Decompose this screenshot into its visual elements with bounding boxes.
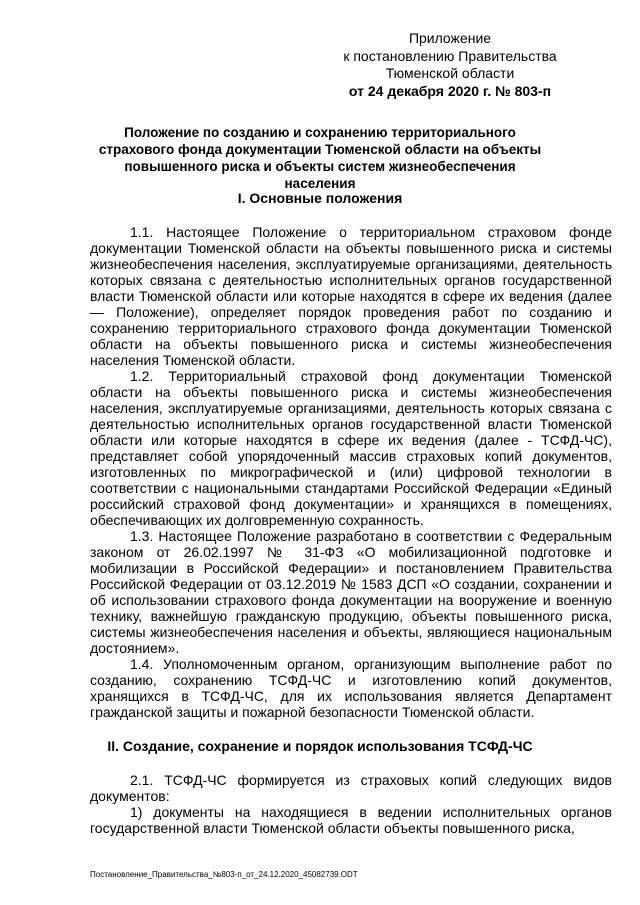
paragraph-2-1: 2.1. ТСФД-ЧС формируется из страховых копий следующих видов документов: xyxy=(90,772,612,804)
section-1-heading: I. Основные положения xyxy=(237,190,403,206)
appendix-region: Тюменской области xyxy=(385,65,515,81)
appendix-resolution: к постановлению Правительства xyxy=(343,47,557,64)
appendix-label: Приложение xyxy=(408,30,492,46)
appendix-block xyxy=(300,30,600,100)
paragraph-1-3: 1.3. Настоящее Положение разработано в соответствии с Федеральным законом от 26.02.1997 № 31-ФЗ «О мобилизационной подготовке и мобилизации в Российской Федерации» и постановлением Правительства Российской Федерации от 03.12.2019 № 1583 ДСП «О создании, сохранении и об использовании страхового фонда документации на вооружение и военную технику, важнейшую гражданскую продукцию, объекты повышенного риска, системы жизнеобеспечения населения и объекты, являющиеся национальным достоянием». xyxy=(90,528,612,656)
paragraph-1-1: 1.1. Настоящее Положение о территориальном страховом фонде документации Тюменской области на объекты повышенного риска и системы жизнеобеспечения населения, эксплуатируемые организациями, деятельность которых связана с деятельностью исполнительных органов государственной власти Тюменской области или которые находятся в сфере их ведения (далее — Положение), определяет порядок проведения работ по созданию и сохранению территориального страхового фонда документации Тюменской области на объекты повышенного риска и системы жизнеобеспечения населения Тюменской области. xyxy=(90,224,612,368)
appendix-date-number: от 24 декабря 2020 г. № 803-п xyxy=(348,82,552,99)
document-title: Положение по созданию и сохранению территориального страхового фонда документации Тюменской области на объекты повышенного риска и объекты систем жизнеобеспечения населения xyxy=(98,125,542,191)
paragraph-1-4: 1.4. Уполномоченным органом, организующим выполнение работ по созданию, сохранению ТСФД-ЧС и изготовлению копий документов, хранящихся в ТСФД-ЧС, для их использования является Департамент гражданской защиты и пожарной безопасности Тюменской области. xyxy=(90,656,612,720)
paragraph-2-1-item-1: 1) документы на находящиеся в ведении исполнительных органов государственной власти Тюменской области объекты повышенного риска, xyxy=(90,804,612,836)
section-2-heading: II. Создание, сохранение и порядок использования ТСФД-ЧС xyxy=(107,738,533,754)
section-2-body xyxy=(90,772,612,836)
file-name-footer: Постановление_Правительства_№803-п_от_24.12.2020_45082739.ODT xyxy=(90,870,358,879)
paragraph-1-2: 1.2. Территориальный страховой фонд документации Тюменской области на объекты повышенного риска и системы жизнеобеспечения населения, эксплуатируемые организациями, деятельность которых связана с деятельностью исполнительных органов государственной власти Тюменской области или которые находятся в сфере их ведения (далее - ТСФД-ЧС), представляет собой упорядоченный массив страховых копий документов, изготовленных по микрографической и (или) цифровой технологии в соответствии с национальными стандартами Российской Федерации «Единый российский страховой фонд документации» и хранящихся в помещениях, обеспечивающих их долговременную сохранность. xyxy=(90,368,612,528)
section-1-body xyxy=(90,224,612,720)
